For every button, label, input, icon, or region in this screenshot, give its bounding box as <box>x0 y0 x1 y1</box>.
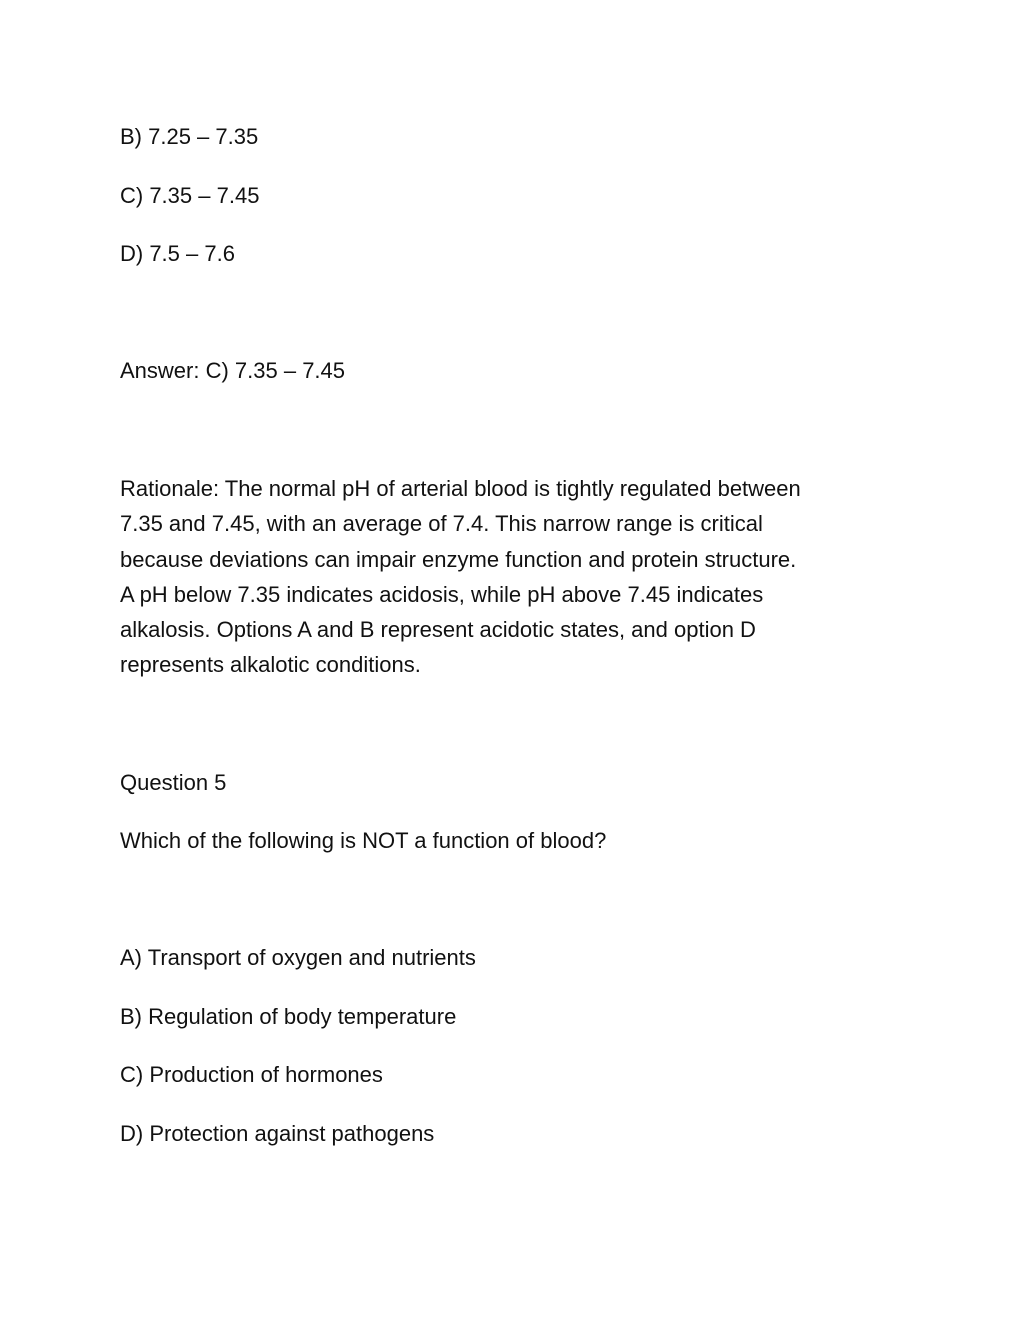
rationale-line: Rationale: The normal pH of arterial blood is tightly regulated between <box>120 476 801 501</box>
q5-option-a: A) Transport of oxygen and nutrients <box>120 945 476 970</box>
rationale-line: represents alkalotic conditions. <box>120 652 421 678</box>
q5-option-d: D) Protection against pathogens <box>120 1121 435 1146</box>
rationale-line: A pH below 7.35 indicates acidosis, while pH above 7.45 indicates <box>120 581 764 607</box>
q4-option-c: C) 7.35 – 7.45 <box>120 183 260 208</box>
q5-heading: Question 5 <box>120 770 227 795</box>
q5-option-c: C) Production of hormones <box>120 1062 383 1087</box>
q5-prompt: Which of the following is NOT a function of blood? <box>120 828 607 853</box>
q4-rationale <box>120 471 910 683</box>
q4-option-b: B) 7.25 – 7.35 <box>120 124 259 149</box>
q4-answer: Answer: C) 7.35 – 7.45 <box>120 358 346 383</box>
q4-option-d: D) 7.5 – 7.6 <box>120 241 235 266</box>
rationale-line: alkalosis. Options A and B represent acidotic states, and option D <box>120 617 756 643</box>
rationale-line: 7.35 and 7.45, with an average of 7.4. This narrow range is critical <box>120 511 763 537</box>
q5-option-b: B) Regulation of body temperature <box>120 1004 457 1029</box>
rationale-line: because deviations can impair enzyme function and protein structure. <box>120 546 797 572</box>
